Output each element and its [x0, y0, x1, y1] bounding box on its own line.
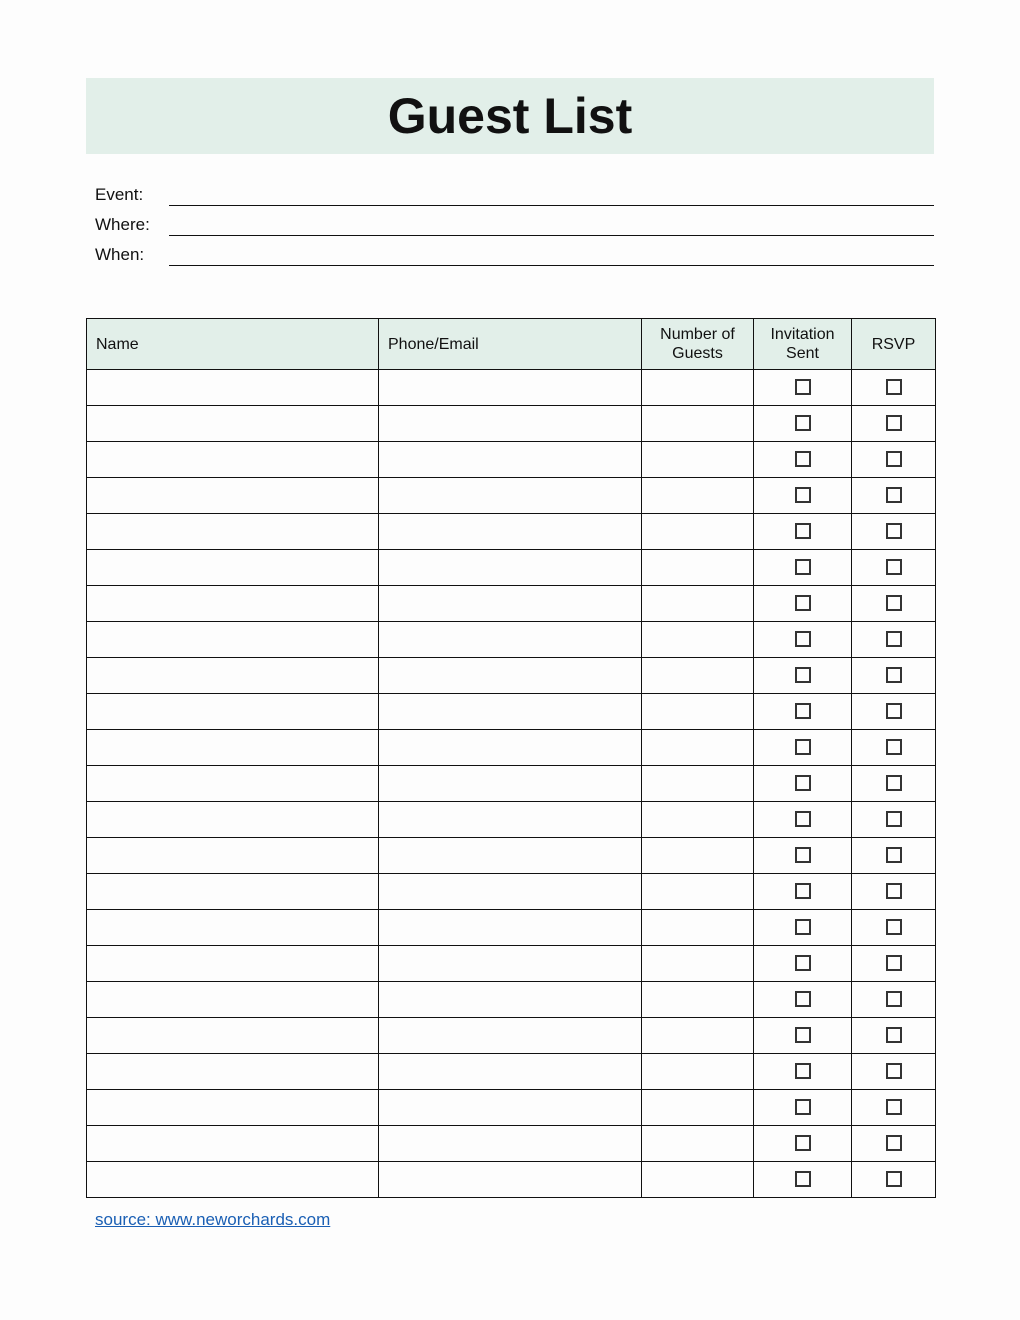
phone-email-cell[interactable] [379, 1054, 642, 1090]
invitation-sent-cell [754, 550, 852, 586]
table-row [87, 766, 936, 802]
phone-email-cell[interactable] [379, 1162, 642, 1198]
table-row [87, 550, 936, 586]
name-cell[interactable] [87, 730, 379, 766]
invitation-sent-cell [754, 694, 852, 730]
name-cell[interactable] [87, 802, 379, 838]
invitation-sent-checkbox[interactable] [795, 775, 811, 791]
title-banner [86, 78, 934, 154]
rsvp-checkbox[interactable] [886, 883, 902, 899]
name-cell[interactable] [87, 514, 379, 550]
table-row [87, 622, 936, 658]
invitation-sent-checkbox[interactable] [795, 631, 811, 647]
phone-email-cell[interactable] [379, 838, 642, 874]
invitation-sent-cell [754, 586, 852, 622]
invitation-sent-cell [754, 982, 852, 1018]
invitation-sent-checkbox[interactable] [795, 1027, 811, 1043]
table-row [87, 982, 936, 1018]
invitation-sent-cell [754, 838, 852, 874]
event-field[interactable] [95, 185, 934, 209]
guest-table [86, 318, 936, 1198]
table-row [87, 730, 936, 766]
invitation-sent-cell [754, 766, 852, 802]
invitation-sent-cell [754, 910, 852, 946]
invitation-sent-checkbox[interactable] [795, 847, 811, 863]
guest-count-cell[interactable] [642, 982, 754, 1018]
invitation-sent-checkbox[interactable] [795, 955, 811, 971]
col-phone-email-header: Phone/Email [379, 319, 642, 370]
table-row [87, 658, 936, 694]
phone-email-cell[interactable] [379, 586, 642, 622]
name-cell[interactable] [87, 838, 379, 874]
table-row [87, 694, 936, 730]
source-link[interactable]: source: www.neworchards.com [95, 1210, 331, 1229]
name-cell[interactable] [87, 910, 379, 946]
guest-count-cell[interactable] [642, 1018, 754, 1054]
guest-count-cell[interactable] [642, 838, 754, 874]
name-cell[interactable] [87, 946, 379, 982]
table-row [87, 874, 936, 910]
invitation-sent-checkbox[interactable] [795, 1135, 811, 1151]
where-input-line[interactable] [169, 235, 934, 236]
event-label: Event: [95, 185, 144, 204]
phone-email-cell[interactable] [379, 622, 642, 658]
invitation-sent-cell [754, 406, 852, 442]
rsvp-cell [852, 910, 936, 946]
table-row [87, 1054, 936, 1090]
rsvp-checkbox[interactable] [886, 775, 902, 791]
guest-count-cell[interactable] [642, 1162, 754, 1198]
invitation-sent-checkbox[interactable] [795, 1171, 811, 1187]
table-row [87, 1162, 936, 1198]
phone-email-cell[interactable] [379, 442, 642, 478]
invitation-sent-checkbox[interactable] [795, 703, 811, 719]
guest-count-cell[interactable] [642, 694, 754, 730]
rsvp-cell [852, 514, 936, 550]
name-cell[interactable] [87, 442, 379, 478]
phone-email-cell[interactable] [379, 766, 642, 802]
table-row [87, 946, 936, 982]
rsvp-checkbox[interactable] [886, 703, 902, 719]
guest-count-cell[interactable] [642, 658, 754, 694]
invitation-sent-checkbox[interactable] [795, 883, 811, 899]
invitation-sent-cell [754, 478, 852, 514]
table-row [87, 1090, 936, 1126]
rsvp-checkbox[interactable] [886, 1171, 902, 1187]
guest-count-cell[interactable] [642, 550, 754, 586]
name-cell[interactable] [87, 406, 379, 442]
invitation-sent-checkbox[interactable] [795, 451, 811, 467]
guest-count-cell[interactable] [642, 370, 754, 406]
rsvp-cell [852, 874, 936, 910]
rsvp-cell [852, 946, 936, 982]
rsvp-checkbox[interactable] [886, 415, 902, 431]
phone-email-cell[interactable] [379, 946, 642, 982]
table-row [87, 370, 936, 406]
rsvp-checkbox[interactable] [886, 1063, 902, 1079]
rsvp-cell [852, 802, 936, 838]
invitation-sent-cell [754, 874, 852, 910]
guest-count-cell[interactable] [642, 874, 754, 910]
guest-count-cell[interactable] [642, 946, 754, 982]
rsvp-checkbox[interactable] [886, 1027, 902, 1043]
name-cell[interactable] [87, 766, 379, 802]
phone-email-cell[interactable] [379, 370, 642, 406]
guest-count-cell[interactable] [642, 766, 754, 802]
phone-email-cell[interactable] [379, 982, 642, 1018]
table-row [87, 838, 936, 874]
invitation-sent-cell [754, 658, 852, 694]
rsvp-cell [852, 478, 936, 514]
invitation-sent-checkbox[interactable] [795, 559, 811, 575]
invitation-sent-cell [754, 514, 852, 550]
guest-count-cell[interactable] [642, 622, 754, 658]
table-row [87, 442, 936, 478]
invitation-sent-checkbox[interactable] [795, 919, 811, 935]
invitation-sent-cell [754, 946, 852, 982]
when-input-line[interactable] [169, 265, 934, 266]
guest-count-cell[interactable] [642, 730, 754, 766]
invitation-sent-cell [754, 1126, 852, 1162]
invitation-sent-checkbox[interactable] [795, 1099, 811, 1115]
rsvp-cell [852, 982, 936, 1018]
phone-email-cell[interactable] [379, 1126, 642, 1162]
phone-email-cell[interactable] [379, 910, 642, 946]
phone-email-cell[interactable] [379, 1090, 642, 1126]
rsvp-checkbox[interactable] [886, 379, 902, 395]
invitation-sent-checkbox[interactable] [795, 523, 811, 539]
name-cell[interactable] [87, 370, 379, 406]
phone-email-cell[interactable] [379, 478, 642, 514]
rsvp-checkbox[interactable] [886, 991, 902, 1007]
col-rsvp-header: RSVP [852, 319, 936, 370]
phone-email-cell[interactable] [379, 1018, 642, 1054]
name-cell[interactable] [87, 1054, 379, 1090]
guest-count-cell[interactable] [642, 586, 754, 622]
invitation-sent-checkbox[interactable] [795, 739, 811, 755]
rsvp-checkbox[interactable] [886, 739, 902, 755]
rsvp-cell [852, 406, 936, 442]
phone-email-cell[interactable] [379, 802, 642, 838]
col-number-of-guests-header: Number of Guests [642, 319, 754, 370]
guest-count-cell[interactable] [642, 1126, 754, 1162]
rsvp-checkbox[interactable] [886, 523, 902, 539]
name-cell[interactable] [87, 550, 379, 586]
rsvp-checkbox[interactable] [886, 631, 902, 647]
table-row [87, 406, 936, 442]
phone-email-cell[interactable] [379, 514, 642, 550]
invitation-sent-cell [754, 1162, 852, 1198]
invitation-sent-checkbox[interactable] [795, 667, 811, 683]
phone-email-cell[interactable] [379, 694, 642, 730]
table-row [87, 514, 936, 550]
phone-email-cell[interactable] [379, 406, 642, 442]
rsvp-checkbox[interactable] [886, 811, 902, 827]
col-name-header: Name [87, 319, 379, 370]
rsvp-cell [852, 370, 936, 406]
where-label: Where: [95, 215, 150, 234]
rsvp-checkbox[interactable] [886, 847, 902, 863]
name-cell[interactable] [87, 1126, 379, 1162]
rsvp-checkbox[interactable] [886, 487, 902, 503]
invitation-sent-cell [754, 1018, 852, 1054]
table-row [87, 910, 936, 946]
when-label: When: [95, 245, 145, 264]
guest-count-cell[interactable] [642, 910, 754, 946]
phone-email-cell[interactable] [379, 658, 642, 694]
guest-count-cell[interactable] [642, 1054, 754, 1090]
name-cell[interactable] [87, 586, 379, 622]
rsvp-checkbox[interactable] [886, 595, 902, 611]
invitation-sent-checkbox[interactable] [795, 1063, 811, 1079]
invitation-sent-checkbox[interactable] [795, 811, 811, 827]
rsvp-checkbox[interactable] [886, 451, 902, 467]
invitation-sent-cell [754, 730, 852, 766]
rsvp-checkbox[interactable] [886, 955, 902, 971]
invitation-sent-cell [754, 1054, 852, 1090]
invitation-sent-cell [754, 442, 852, 478]
rsvp-cell [852, 1126, 936, 1162]
guest-count-cell[interactable] [642, 442, 754, 478]
rsvp-checkbox[interactable] [886, 1135, 902, 1151]
rsvp-cell [852, 730, 936, 766]
name-cell[interactable] [87, 694, 379, 730]
invitation-sent-cell [754, 370, 852, 406]
table-row [87, 478, 936, 514]
guest-count-cell[interactable] [642, 514, 754, 550]
table-row [87, 1018, 936, 1054]
name-cell[interactable] [87, 1018, 379, 1054]
rsvp-checkbox[interactable] [886, 1099, 902, 1115]
when-field[interactable] [95, 245, 934, 269]
phone-email-cell[interactable] [379, 550, 642, 586]
invitation-sent-cell [754, 802, 852, 838]
guest-count-cell[interactable] [642, 478, 754, 514]
rsvp-cell [852, 766, 936, 802]
rsvp-cell [852, 1018, 936, 1054]
rsvp-cell [852, 838, 936, 874]
event-input-line[interactable] [169, 205, 934, 206]
invitation-sent-checkbox[interactable] [795, 415, 811, 431]
rsvp-cell [852, 658, 936, 694]
invitation-sent-cell [754, 622, 852, 658]
where-field[interactable] [95, 215, 934, 239]
rsvp-cell [852, 622, 936, 658]
page-title: Guest List [387, 88, 633, 144]
rsvp-cell [852, 1162, 936, 1198]
phone-email-cell[interactable] [379, 874, 642, 910]
invitation-sent-checkbox[interactable] [795, 991, 811, 1007]
rsvp-cell [852, 694, 936, 730]
table-header-row [87, 319, 936, 370]
col-invitation-sent-header: Invitation Sent [754, 319, 852, 370]
rsvp-cell [852, 1054, 936, 1090]
invitation-sent-checkbox[interactable] [795, 379, 811, 395]
guest-count-cell[interactable] [642, 802, 754, 838]
name-cell[interactable] [87, 874, 379, 910]
invitation-sent-checkbox[interactable] [795, 487, 811, 503]
name-cell[interactable] [87, 1162, 379, 1198]
rsvp-cell [852, 442, 936, 478]
name-cell[interactable] [87, 478, 379, 514]
rsvp-cell [852, 1090, 936, 1126]
name-cell[interactable] [87, 1090, 379, 1126]
phone-email-cell[interactable] [379, 730, 642, 766]
rsvp-checkbox[interactable] [886, 919, 902, 935]
rsvp-checkbox[interactable] [886, 667, 902, 683]
invitation-sent-checkbox[interactable] [795, 595, 811, 611]
rsvp-cell [852, 586, 936, 622]
invitation-sent-cell [754, 1090, 852, 1126]
table-body [87, 370, 936, 1198]
table-row [87, 1126, 936, 1162]
table-row [87, 802, 936, 838]
table-row [87, 586, 936, 622]
name-cell[interactable] [87, 658, 379, 694]
name-cell[interactable] [87, 622, 379, 658]
rsvp-cell [852, 550, 936, 586]
guest-count-cell[interactable] [642, 1090, 754, 1126]
name-cell[interactable] [87, 982, 379, 1018]
guest-count-cell[interactable] [642, 406, 754, 442]
rsvp-checkbox[interactable] [886, 559, 902, 575]
